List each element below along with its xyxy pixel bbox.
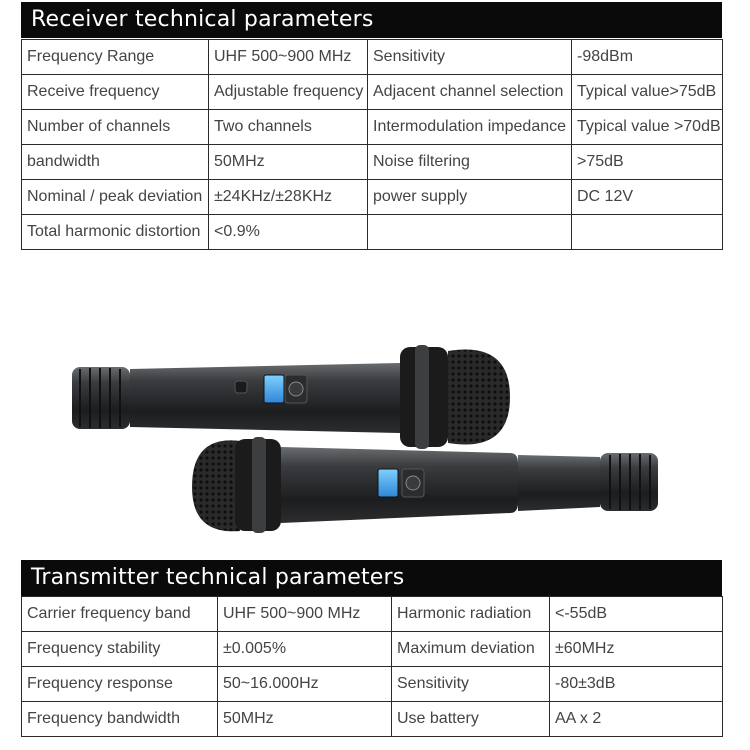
param-label: Adjacent channel selection: [368, 75, 572, 110]
table-row: [22, 597, 723, 632]
microphone-2: [192, 437, 658, 533]
param-value: >75dB: [572, 145, 723, 180]
param-label: bandwidth: [22, 145, 209, 180]
param-value: 50MHz: [218, 702, 392, 737]
param-value: Adjustable frequency: [209, 75, 368, 110]
param-value: -98dBm: [572, 40, 723, 75]
param-value: 50~16.000Hz: [218, 667, 392, 702]
param-label: Sensitivity: [392, 667, 550, 702]
param-value: Typical value>75dB: [572, 75, 723, 110]
transmitter-spec-table: [21, 596, 723, 737]
param-value: -80±3dB: [550, 667, 723, 702]
param-value: AA x 2: [550, 702, 723, 737]
microphones-product-image: [60, 335, 680, 535]
transmitter-section-title: Transmitter technical parameters: [21, 560, 722, 596]
param-label: Frequency Range: [22, 40, 209, 75]
microphone-1: [72, 345, 510, 449]
param-label: Frequency bandwidth: [22, 702, 218, 737]
table-row: [22, 40, 723, 75]
param-label: Sensitivity: [368, 40, 572, 75]
param-label: Frequency response: [22, 667, 218, 702]
param-value: DC 12V: [572, 180, 723, 215]
param-label: power supply: [368, 180, 572, 215]
param-label: Receive frequency: [22, 75, 209, 110]
param-label: Maximum deviation: [392, 632, 550, 667]
param-value: ±24KHz/±28KHz: [209, 180, 368, 215]
param-label: Total harmonic distortion: [22, 215, 209, 250]
param-label: Carrier frequency band: [22, 597, 218, 632]
param-value: UHF 500~900 MHz: [218, 597, 392, 632]
param-label: Use battery: [392, 702, 550, 737]
table-row: [22, 110, 723, 145]
param-value: [572, 215, 723, 250]
table-row: [22, 180, 723, 215]
param-label: [368, 215, 572, 250]
param-value: 50MHz: [209, 145, 368, 180]
param-label: Frequency stability: [22, 632, 218, 667]
param-value: UHF 500~900 MHz: [209, 40, 368, 75]
receiver-spec-table: [21, 39, 723, 250]
table-row: [22, 632, 723, 667]
param-label: Nominal / peak deviation: [22, 180, 209, 215]
receiver-section-title: Receiver technical parameters: [21, 2, 722, 38]
table-row: [22, 145, 723, 180]
table-row: [22, 667, 723, 702]
param-value: Typical value >70dB: [572, 110, 723, 145]
param-value: Two channels: [209, 110, 368, 145]
param-value: <-55dB: [550, 597, 723, 632]
param-label: Noise filtering: [368, 145, 572, 180]
table-row: [22, 215, 723, 250]
param-value: ±0.005%: [218, 632, 392, 667]
param-value: <0.9%: [209, 215, 368, 250]
param-label: Number of channels: [22, 110, 209, 145]
param-label: Intermodulation impedance: [368, 110, 572, 145]
table-row: [22, 702, 723, 737]
param-value: ±60MHz: [550, 632, 723, 667]
table-row: [22, 75, 723, 110]
param-label: Harmonic radiation: [392, 597, 550, 632]
